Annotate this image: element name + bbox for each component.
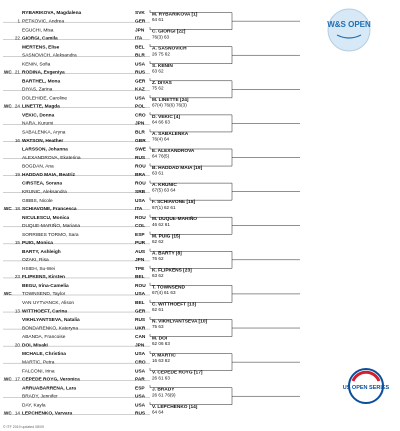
player-name: BOGDAN, Ana	[22, 164, 54, 170]
entry-tag: WC	[4, 69, 12, 75]
winner-name: V. CEPEDE ROYG [17]	[152, 370, 203, 376]
player-name: HADDAD MAIA, Beatriz	[22, 172, 76, 178]
bracket-rows	[3, 10, 300, 417]
match-score: 46 62 61	[152, 221, 170, 227]
player-name: RYBARIKOVA, Magdalena	[22, 11, 82, 17]
player-country: USA	[135, 394, 146, 400]
player-country: ESP	[135, 232, 145, 238]
player-name: HSIEH, Su-Wei	[22, 266, 55, 272]
player-name: WITTHOEFT, Carina	[22, 309, 68, 315]
seed-number: 18	[14, 205, 20, 211]
winner-name: D. VEKIC [4]	[152, 114, 180, 120]
seed-number: 16	[14, 137, 20, 143]
match-score: 67(4) 76(6) 76(3)	[152, 102, 187, 108]
player-country: USA	[135, 96, 146, 102]
winner-name: F. SCHIAVONE [18]	[152, 200, 196, 206]
player-country: SVK	[135, 11, 145, 17]
winner-name: A. SABALENKA	[152, 131, 189, 137]
player-name: LINETTE, Magda	[22, 104, 60, 110]
player-country: JPN	[135, 28, 145, 34]
player-name: GIORGI, Camila	[22, 36, 58, 42]
match-score: 62 61	[152, 307, 164, 313]
winner-name: S. KENIN	[152, 63, 173, 69]
seed-number: 21	[14, 69, 20, 75]
winner-name: M. PUIG [15]	[152, 234, 181, 240]
player-name: BRADY, Jennifer	[22, 394, 58, 400]
player-country: PAR	[135, 377, 145, 383]
player-country: RUS	[135, 411, 146, 417]
player-country: USA	[135, 62, 146, 68]
player-country: GER	[135, 309, 146, 315]
match-score: 76(4) 64	[152, 136, 170, 142]
player-country: USA	[135, 198, 146, 204]
series-logo	[343, 369, 390, 403]
seed-number: 1	[17, 18, 20, 24]
player-country: BEL	[135, 301, 145, 307]
entry-tag: WC	[4, 410, 12, 416]
match-score: 63 62	[152, 272, 164, 278]
match-score: 76(3) 63	[152, 34, 170, 40]
seed-number: 14	[14, 410, 20, 416]
match-score: 75 62	[152, 85, 164, 91]
player-name: VAN UYTVANCK, Alison	[22, 301, 75, 307]
player-name: DIYAS, Zarina	[22, 87, 53, 93]
player-country: BRA	[135, 172, 146, 178]
player-name: RODINA, Evgeniya	[22, 70, 65, 76]
player-country: POL	[135, 104, 145, 110]
player-country: USA	[135, 403, 146, 409]
player-name: BARTY, Ashleigh	[22, 249, 61, 255]
player-name: DUQUE-MARIÑO, Mariana	[22, 224, 81, 229]
player-name: BEGU, Irina-Camelia	[22, 284, 69, 289]
event-logo-text: W&S OPEN	[327, 20, 371, 29]
player-country: ITA	[135, 206, 143, 212]
player-name: ALEXANDROVA, Ekaterina	[22, 155, 81, 161]
player-country: GER	[135, 79, 146, 85]
player-country: SWE	[135, 147, 146, 153]
match-score: 62 06 63	[152, 341, 170, 347]
player-name: MCHALE, Christina	[22, 352, 66, 358]
winner-name: C. WITTHOEFT [13]	[152, 302, 196, 308]
seed-number: 23	[14, 274, 20, 280]
match-score: 67(4) 61 63	[152, 290, 176, 295]
match-score: 26 61 76(9)	[152, 392, 176, 398]
match-score: 64 64	[152, 409, 164, 415]
seed-number: 19	[14, 171, 20, 177]
winner-name: K. FLIPKENS [23]	[152, 268, 192, 274]
player-name: FALCONI, Irina	[22, 369, 55, 375]
player-name: BONDARENKO, Kateryna	[22, 326, 78, 332]
match-score: 26 61 63	[152, 375, 170, 381]
player-country: KAZ	[135, 87, 145, 93]
winner-name: J. BRADY	[152, 387, 175, 393]
seed-number: 17	[14, 376, 20, 382]
player-name: FLIPKENS, Kirsten	[22, 275, 65, 281]
player-name: VEKIC, Donna	[22, 113, 55, 119]
event-logo	[327, 9, 371, 51]
player-country: RUS	[135, 318, 146, 324]
entry-tag: WC	[4, 103, 12, 109]
player-country: ITA	[135, 36, 143, 42]
winner-name: M. DOI	[152, 336, 168, 342]
match-score: 67(5) 63 64	[152, 187, 176, 193]
player-country: ESP	[135, 386, 145, 392]
player-name: DAY, Kayla	[22, 403, 46, 409]
match-score: 62 62	[152, 238, 164, 244]
player-name: CEPEDE ROYG, Veronica	[22, 377, 80, 383]
player-country: RUS	[135, 155, 146, 161]
seed-number: 24	[14, 103, 20, 109]
player-country: BEL	[135, 45, 145, 51]
player-country: JPN	[135, 258, 145, 264]
player-name: NARA, Kurumi	[22, 121, 54, 127]
player-name: PUIG, Monica	[22, 241, 53, 247]
player-country: BLR	[135, 53, 145, 59]
player-name: EGUCHI, Misa	[22, 28, 54, 34]
player-name: SORRIBES TORMO, Sara	[22, 232, 79, 238]
player-country: GER	[135, 19, 146, 25]
footer-note: © ITF 2019 updated 08/09	[3, 425, 44, 429]
player-name: CIRSTEA, Sorana	[22, 181, 62, 187]
player-country: USA	[135, 292, 146, 298]
match-score: 75 63	[152, 324, 164, 330]
player-name: NICULESCU, Monica	[22, 215, 70, 221]
match-score: 67(1) 62 61	[152, 204, 176, 210]
player-country: SRB	[135, 189, 146, 195]
player-country: RUS	[135, 70, 146, 76]
winner-name: C. GIORGI [22]	[152, 29, 186, 35]
player-country: JPN	[135, 343, 145, 349]
player-name: KENIN, Sofia	[22, 62, 51, 68]
player-country: USA	[135, 352, 146, 358]
player-country: ROU	[135, 215, 146, 221]
match-score: 63 61	[152, 170, 164, 176]
match-score: 63 62	[152, 68, 164, 74]
winner-name: N. VIKHLYANTSEVA [10]	[152, 319, 208, 325]
series-logo-text: US OPEN SERIES	[342, 385, 390, 391]
player-country: COL	[135, 224, 146, 229]
seed-number: 20	[14, 342, 20, 348]
player-country: PUR	[135, 241, 146, 247]
seed-number: 13	[14, 308, 20, 314]
player-name: SCHIAVONE, Francesca	[22, 206, 77, 212]
player-country: CAN	[135, 335, 146, 341]
player-name: VIKHLYANTSEVA, Natalia	[22, 318, 80, 324]
player-name: ABANDA, Francoise	[22, 335, 66, 341]
winner-name: M. LINETTE [24]	[152, 97, 189, 103]
winner-name: Z. DIYAS	[152, 80, 172, 86]
player-name: SASNOVICH, Aleksandra	[22, 53, 77, 59]
player-country: TPE	[135, 266, 145, 272]
winner-name: P. MARTIC	[152, 353, 176, 359]
player-name: ARRUABARRENA, Lara	[22, 386, 77, 392]
player-country: BEL	[135, 275, 145, 281]
player-name: GIBBS, Nicole	[22, 198, 53, 204]
entry-tag: WC	[4, 205, 12, 211]
match-score: 76 62	[152, 255, 164, 261]
player-country: AUS	[135, 249, 146, 255]
player-name: BARTHEL, Mona	[22, 79, 61, 85]
player-name: DOLEHIDE, Caroline	[22, 96, 68, 102]
player-country: ROU	[135, 181, 146, 187]
player-name: MARTIC, Petra	[22, 360, 55, 366]
player-name: WATSON, Heather	[22, 138, 64, 144]
entry-tag: WC	[4, 291, 12, 297]
seed-number: 22	[14, 35, 20, 41]
match-score: 64 66 63	[152, 119, 170, 125]
player-name: KRUNIC, Aleksandra	[22, 189, 67, 195]
player-name: PETKOVIC, Andrea	[22, 19, 65, 25]
match-score: 64 61	[152, 17, 164, 23]
winner-name: V. LEPCHENKO [14]	[152, 404, 198, 410]
player-country: ROU	[135, 164, 146, 170]
winner-name: A. SASNOVICH	[152, 46, 187, 52]
player-country: CRO	[135, 360, 146, 366]
player-name: DOI, Misaki	[22, 343, 48, 349]
player-country: JPN	[135, 121, 145, 127]
winner-name: B. HADDAD MAIA [19]	[152, 166, 203, 172]
player-country: ROU	[135, 284, 146, 289]
seed-number: 15	[14, 240, 20, 246]
player-name: SABALENKA, Aryna	[22, 130, 66, 136]
player-country: USA	[135, 369, 146, 375]
player-country: GBR	[135, 138, 146, 144]
player-name: MERTENS, Elise	[22, 45, 60, 51]
entry-tag: WC	[4, 376, 12, 382]
match-score: 16 63 62	[152, 358, 170, 364]
match-score: 26 75 62	[152, 51, 170, 57]
player-country: CRO	[135, 113, 146, 119]
winner-name: A. BARTY [8]	[152, 251, 182, 257]
player-name: OZAKI, Risa	[22, 258, 49, 264]
player-country: UKR	[135, 326, 146, 332]
player-name: LARSSON, Johanna	[22, 147, 68, 153]
player-country: BLR	[135, 130, 145, 136]
player-name: LEPCHENKO, Varvara	[22, 411, 73, 417]
winner-name: T. TOWNSEND	[152, 285, 185, 291]
player-name: TOWNSEND, Taylor	[22, 292, 66, 298]
match-score: 64 76(5)	[152, 153, 170, 159]
winner-name: M. DUQUE-MARIÑO	[152, 217, 198, 223]
winner-name: M. RYBARIKOVA [1]	[152, 12, 198, 18]
winner-name: A. KRUNIC	[152, 183, 177, 189]
winner-name: E. ALEXANDROVA	[152, 149, 195, 154]
